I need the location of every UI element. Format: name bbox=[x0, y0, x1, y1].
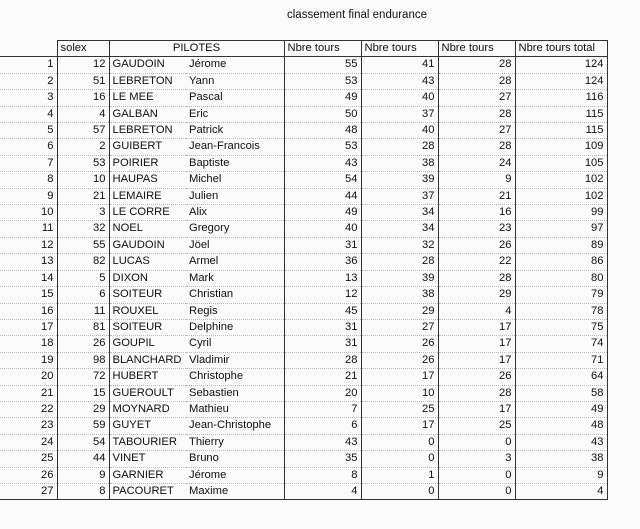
tours2-cell: 39 bbox=[361, 172, 438, 188]
solex-cell: 9 bbox=[57, 467, 109, 483]
tours2-cell: 40 bbox=[361, 90, 438, 106]
first-name-cell: Baptiste bbox=[186, 155, 284, 171]
tours1-cell: 55 bbox=[284, 57, 361, 73]
table-row bbox=[0, 352, 607, 368]
pilotes-header: PILOTES bbox=[109, 41, 284, 57]
tours3-cell: 28 bbox=[438, 73, 515, 89]
tours3-cell: 17 bbox=[438, 401, 515, 417]
name-cell: LUCAS bbox=[109, 254, 186, 270]
total-cell: 109 bbox=[515, 139, 607, 155]
tours3-cell: 26 bbox=[438, 237, 515, 253]
name-cell: LE CORRE bbox=[109, 205, 186, 221]
first-name-cell: Alix bbox=[186, 205, 284, 221]
rank-cell: 9 bbox=[0, 188, 57, 204]
tours3-cell: 16 bbox=[438, 205, 515, 221]
rank-cell: 26 bbox=[0, 467, 57, 483]
rank-cell: 4 bbox=[0, 106, 57, 122]
rank-cell: 23 bbox=[0, 418, 57, 434]
table-row bbox=[0, 57, 607, 73]
name-cell: LEMAIRE bbox=[109, 188, 186, 204]
tours1-cell: 53 bbox=[284, 139, 361, 155]
rank-cell: 10 bbox=[0, 205, 57, 221]
tours1-cell: 49 bbox=[284, 90, 361, 106]
table-row bbox=[0, 418, 607, 434]
name-cell: BLANCHARD bbox=[109, 352, 186, 368]
tours2-cell: 1 bbox=[361, 467, 438, 483]
first-name-cell: Cyril bbox=[186, 336, 284, 352]
tours2-cell: 26 bbox=[361, 336, 438, 352]
table-row bbox=[0, 467, 607, 483]
solex-cell: 29 bbox=[57, 401, 109, 417]
first-name-cell: Jean-Francois bbox=[186, 139, 284, 155]
total-cell: 115 bbox=[515, 106, 607, 122]
first-name-cell: Jean-Christophe bbox=[186, 418, 284, 434]
name-cell: GOUPIL bbox=[109, 336, 186, 352]
name-cell: GAUDOIN bbox=[109, 237, 186, 253]
table-row bbox=[0, 155, 607, 171]
total-cell: 97 bbox=[515, 221, 607, 237]
rank-cell: 7 bbox=[0, 155, 57, 171]
tours3-cell: 28 bbox=[438, 106, 515, 122]
tours1-cell: 31 bbox=[284, 319, 361, 335]
solex-cell: 11 bbox=[57, 303, 109, 319]
rank-cell: 15 bbox=[0, 287, 57, 303]
tours1-cell: 20 bbox=[284, 385, 361, 401]
tours1-cell: 40 bbox=[284, 221, 361, 237]
tours2-cell: 27 bbox=[361, 319, 438, 335]
tours2-cell: 37 bbox=[361, 106, 438, 122]
total-cell: 79 bbox=[515, 287, 607, 303]
header-row bbox=[0, 41, 607, 57]
tours1-cell: 50 bbox=[284, 106, 361, 122]
tours3-cell: 0 bbox=[438, 434, 515, 450]
tours3-cell: 9 bbox=[438, 172, 515, 188]
first-name-cell: Thierry bbox=[186, 434, 284, 450]
rank-cell: 24 bbox=[0, 434, 57, 450]
rank-header bbox=[0, 41, 57, 57]
total-cell: 75 bbox=[515, 319, 607, 335]
tours1-cell: 48 bbox=[284, 123, 361, 139]
rank-cell: 13 bbox=[0, 254, 57, 270]
tours3-cell: 25 bbox=[438, 418, 515, 434]
first-name-cell: Delphine bbox=[186, 319, 284, 335]
rank-cell: 22 bbox=[0, 401, 57, 417]
tours2-cell: 38 bbox=[361, 287, 438, 303]
solex-cell: 82 bbox=[57, 254, 109, 270]
solex-cell: 81 bbox=[57, 319, 109, 335]
name-cell: LEBRETON bbox=[109, 123, 186, 139]
name-cell: GARNIER bbox=[109, 467, 186, 483]
tours2-cell: 39 bbox=[361, 270, 438, 286]
name-cell: GUEROULT bbox=[109, 385, 186, 401]
solex-cell: 57 bbox=[57, 123, 109, 139]
tours1-cell: 53 bbox=[284, 73, 361, 89]
tours3-cell: 21 bbox=[438, 188, 515, 204]
table-row bbox=[0, 483, 607, 499]
total-cell: 64 bbox=[515, 369, 607, 385]
total-cell: 49 bbox=[515, 401, 607, 417]
name-cell: VINET bbox=[109, 451, 186, 467]
first-name-cell: Christian bbox=[186, 287, 284, 303]
first-name-cell: Michel bbox=[186, 172, 284, 188]
tours3-cell: 27 bbox=[438, 90, 515, 106]
solex-cell: 8 bbox=[57, 483, 109, 499]
table-row bbox=[0, 188, 607, 204]
tours2-cell: 10 bbox=[361, 385, 438, 401]
table-row bbox=[0, 336, 607, 352]
first-name-cell: Christophe bbox=[186, 369, 284, 385]
table-row bbox=[0, 123, 607, 139]
tours2-cell: 32 bbox=[361, 237, 438, 253]
first-name-cell: Bruno bbox=[186, 451, 284, 467]
total-cell: 124 bbox=[515, 73, 607, 89]
total-cell: 124 bbox=[515, 57, 607, 73]
rank-cell: 3 bbox=[0, 90, 57, 106]
rank-cell: 21 bbox=[0, 385, 57, 401]
tours3-cell: 17 bbox=[438, 336, 515, 352]
solex-cell: 51 bbox=[57, 73, 109, 89]
rank-cell: 27 bbox=[0, 483, 57, 499]
tours2-cell: 0 bbox=[361, 483, 438, 499]
table-row bbox=[0, 90, 607, 106]
tours1-header: Nbre tours bbox=[284, 41, 361, 57]
tours1-cell: 7 bbox=[284, 401, 361, 417]
tours3-cell: 0 bbox=[438, 467, 515, 483]
first-name-cell: Armel bbox=[186, 254, 284, 270]
tours1-cell: 6 bbox=[284, 418, 361, 434]
total-cell: 80 bbox=[515, 270, 607, 286]
name-cell: TABOURIER bbox=[109, 434, 186, 450]
name-cell: ROUXEL bbox=[109, 303, 186, 319]
table-row bbox=[0, 172, 607, 188]
table-row bbox=[0, 270, 607, 286]
tours1-cell: 31 bbox=[284, 336, 361, 352]
solex-cell: 10 bbox=[57, 172, 109, 188]
tours2-cell: 34 bbox=[361, 205, 438, 221]
tours1-cell: 49 bbox=[284, 205, 361, 221]
name-cell: GUIBERT bbox=[109, 139, 186, 155]
tours1-cell: 8 bbox=[284, 467, 361, 483]
table-row bbox=[0, 434, 607, 450]
results-table bbox=[0, 40, 608, 500]
table-row bbox=[0, 319, 607, 335]
solex-cell: 44 bbox=[57, 451, 109, 467]
first-name-cell: Jöel bbox=[186, 237, 284, 253]
tours3-cell: 4 bbox=[438, 303, 515, 319]
tours3-cell: 23 bbox=[438, 221, 515, 237]
first-name-cell: Julien bbox=[186, 188, 284, 204]
name-cell: LEBRETON bbox=[109, 73, 186, 89]
tours3-cell: 28 bbox=[438, 270, 515, 286]
tours1-cell: 4 bbox=[284, 483, 361, 499]
tours3-cell: 28 bbox=[438, 385, 515, 401]
solex-cell: 3 bbox=[57, 205, 109, 221]
tours2-cell: 0 bbox=[361, 434, 438, 450]
total-cell: 115 bbox=[515, 123, 607, 139]
tours2-cell: 38 bbox=[361, 155, 438, 171]
table-row bbox=[0, 369, 607, 385]
tours2-cell: 29 bbox=[361, 303, 438, 319]
table-row bbox=[0, 205, 607, 221]
solex-cell: 55 bbox=[57, 237, 109, 253]
name-cell: HAUPAS bbox=[109, 172, 186, 188]
rank-cell: 19 bbox=[0, 352, 57, 368]
solex-cell: 5 bbox=[57, 270, 109, 286]
name-cell: HUBERT bbox=[109, 369, 186, 385]
table-row bbox=[0, 106, 607, 122]
tours2-cell: 25 bbox=[361, 401, 438, 417]
total-cell: 58 bbox=[515, 385, 607, 401]
name-cell: SOITEUR bbox=[109, 319, 186, 335]
tours1-cell: 21 bbox=[284, 369, 361, 385]
rank-cell: 20 bbox=[0, 369, 57, 385]
tours1-cell: 44 bbox=[284, 188, 361, 204]
tours1-cell: 43 bbox=[284, 434, 361, 450]
total-cell: 38 bbox=[515, 451, 607, 467]
name-cell: NOEL bbox=[109, 221, 186, 237]
first-name-cell: Sebastien bbox=[186, 385, 284, 401]
name-cell: SOITEUR bbox=[109, 287, 186, 303]
tours3-cell: 17 bbox=[438, 319, 515, 335]
rank-cell: 17 bbox=[0, 319, 57, 335]
total-cell: 4 bbox=[515, 483, 607, 499]
results-body bbox=[0, 57, 607, 500]
solex-cell: 59 bbox=[57, 418, 109, 434]
tours2-cell: 40 bbox=[361, 123, 438, 139]
total-cell: 102 bbox=[515, 172, 607, 188]
tours3-cell: 27 bbox=[438, 123, 515, 139]
table-row bbox=[0, 385, 607, 401]
rank-cell: 25 bbox=[0, 451, 57, 467]
table-row bbox=[0, 451, 607, 467]
rank-cell: 12 bbox=[0, 237, 57, 253]
total-cell: 102 bbox=[515, 188, 607, 204]
total-cell: 99 bbox=[515, 205, 607, 221]
tours2-cell: 28 bbox=[361, 254, 438, 270]
rank-cell: 11 bbox=[0, 221, 57, 237]
solex-cell: 15 bbox=[57, 385, 109, 401]
solex-cell: 12 bbox=[57, 57, 109, 73]
name-cell: POIRIER bbox=[109, 155, 186, 171]
document-title: classement final endurance bbox=[287, 9, 427, 21]
tours3-cell: 3 bbox=[438, 451, 515, 467]
total-header: Nbre tours total bbox=[515, 41, 607, 57]
solex-cell: 2 bbox=[57, 139, 109, 155]
first-name-cell: Eric bbox=[186, 106, 284, 122]
name-cell: GALBAN bbox=[109, 106, 186, 122]
table-row bbox=[0, 73, 607, 89]
total-cell: 74 bbox=[515, 336, 607, 352]
table-row bbox=[0, 401, 607, 417]
first-name-cell: Jérome bbox=[186, 467, 284, 483]
table-row bbox=[0, 287, 607, 303]
tours1-cell: 13 bbox=[284, 270, 361, 286]
solex-cell: 21 bbox=[57, 188, 109, 204]
tours3-header: Nbre tours bbox=[438, 41, 515, 57]
first-name-cell: Jérome bbox=[186, 57, 284, 73]
tours2-cell: 28 bbox=[361, 139, 438, 155]
total-cell: 48 bbox=[515, 418, 607, 434]
tours1-cell: 12 bbox=[284, 287, 361, 303]
tours2-cell: 17 bbox=[361, 369, 438, 385]
total-cell: 43 bbox=[515, 434, 607, 450]
solex-cell: 98 bbox=[57, 352, 109, 368]
solex-header: solex bbox=[57, 41, 109, 57]
solex-cell: 26 bbox=[57, 336, 109, 352]
tours1-cell: 43 bbox=[284, 155, 361, 171]
tours3-cell: 28 bbox=[438, 139, 515, 155]
first-name-cell: Regis bbox=[186, 303, 284, 319]
tours2-cell: 41 bbox=[361, 57, 438, 73]
tours2-cell: 26 bbox=[361, 352, 438, 368]
tours2-header: Nbre tours bbox=[361, 41, 438, 57]
rank-cell: 8 bbox=[0, 172, 57, 188]
name-cell: DIXON bbox=[109, 270, 186, 286]
first-name-cell: Vladimir bbox=[186, 352, 284, 368]
rank-cell: 5 bbox=[0, 123, 57, 139]
tours3-cell: 29 bbox=[438, 287, 515, 303]
solex-cell: 6 bbox=[57, 287, 109, 303]
solex-cell: 4 bbox=[57, 106, 109, 122]
name-cell: LE MEE bbox=[109, 90, 186, 106]
tours1-cell: 36 bbox=[284, 254, 361, 270]
tours3-cell: 17 bbox=[438, 352, 515, 368]
tours1-cell: 54 bbox=[284, 172, 361, 188]
tours3-cell: 0 bbox=[438, 483, 515, 499]
rank-cell: 1 bbox=[0, 57, 57, 73]
tours3-cell: 28 bbox=[438, 57, 515, 73]
name-cell: GUYET bbox=[109, 418, 186, 434]
table-row bbox=[0, 237, 607, 253]
total-cell: 105 bbox=[515, 155, 607, 171]
solex-cell: 72 bbox=[57, 369, 109, 385]
first-name-cell: Yann bbox=[186, 73, 284, 89]
tours3-cell: 22 bbox=[438, 254, 515, 270]
name-cell: MOYNARD bbox=[109, 401, 186, 417]
tours1-cell: 45 bbox=[284, 303, 361, 319]
total-cell: 116 bbox=[515, 90, 607, 106]
solex-cell: 54 bbox=[57, 434, 109, 450]
first-name-cell: Patrick bbox=[186, 123, 284, 139]
table-row bbox=[0, 221, 607, 237]
table-row bbox=[0, 303, 607, 319]
tours1-cell: 28 bbox=[284, 352, 361, 368]
total-cell: 71 bbox=[515, 352, 607, 368]
rank-cell: 14 bbox=[0, 270, 57, 286]
rank-cell: 6 bbox=[0, 139, 57, 155]
first-name-cell: Mark bbox=[186, 270, 284, 286]
tours2-cell: 17 bbox=[361, 418, 438, 434]
rank-cell: 2 bbox=[0, 73, 57, 89]
solex-cell: 32 bbox=[57, 221, 109, 237]
total-cell: 78 bbox=[515, 303, 607, 319]
table-row bbox=[0, 139, 607, 155]
name-cell: PACOURET bbox=[109, 483, 186, 499]
total-cell: 9 bbox=[515, 467, 607, 483]
tours2-cell: 0 bbox=[361, 451, 438, 467]
solex-cell: 53 bbox=[57, 155, 109, 171]
total-cell: 89 bbox=[515, 237, 607, 253]
table-row bbox=[0, 254, 607, 270]
solex-cell: 16 bbox=[57, 90, 109, 106]
tours3-cell: 26 bbox=[438, 369, 515, 385]
rank-cell: 16 bbox=[0, 303, 57, 319]
tours2-cell: 43 bbox=[361, 73, 438, 89]
first-name-cell: Gregory bbox=[186, 221, 284, 237]
tours3-cell: 24 bbox=[438, 155, 515, 171]
first-name-cell: Pascal bbox=[186, 90, 284, 106]
tours2-cell: 34 bbox=[361, 221, 438, 237]
tours1-cell: 35 bbox=[284, 451, 361, 467]
tours1-cell: 31 bbox=[284, 237, 361, 253]
rank-cell: 18 bbox=[0, 336, 57, 352]
tours2-cell: 37 bbox=[361, 188, 438, 204]
name-cell: GAUDOIN bbox=[109, 57, 186, 73]
first-name-cell: Mathieu bbox=[186, 401, 284, 417]
first-name-cell: Maxime bbox=[186, 483, 284, 499]
total-cell: 86 bbox=[515, 254, 607, 270]
